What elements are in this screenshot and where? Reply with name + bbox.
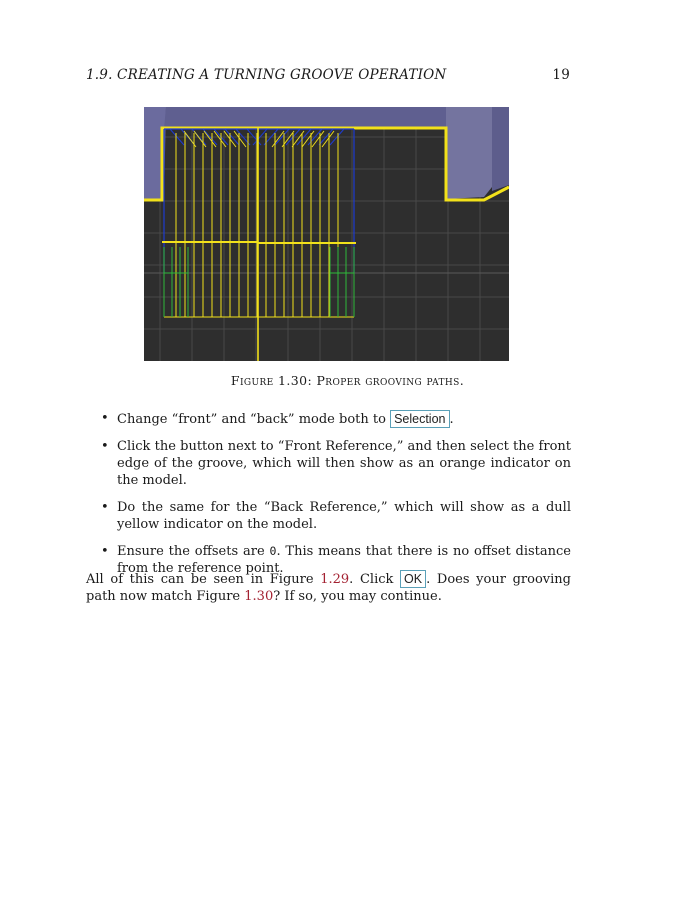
part-right-face xyxy=(446,107,492,199)
list-item xyxy=(86,410,571,428)
page-number: 19 xyxy=(552,67,570,83)
cad-viewport-figure xyxy=(144,107,509,361)
offset-value: 0 xyxy=(269,544,277,558)
figure-link-1-29[interactable]: 1.29 xyxy=(320,572,350,587)
paragraph-text: All of this can be seen in Figure xyxy=(86,572,321,587)
list-item: • Click the button next to “Front Reference,” and then select the front edge of the groove, which will then show as an orange indicator on the model. xyxy=(86,438,571,489)
list-item: • Do the same for the “Back Reference,” which will show as a dull yellow indicator on the model. xyxy=(86,499,571,533)
caption-label: Figure 1.30: xyxy=(230,373,313,388)
toolpath-render xyxy=(144,107,509,361)
paragraph-text: . Does your grooving path now match Figure xyxy=(86,572,571,604)
part-top-face xyxy=(164,107,446,129)
figure-link-1-30[interactable]: 1.30 xyxy=(244,589,274,604)
figure-caption xyxy=(0,373,695,388)
caption-text: Proper grooving paths. xyxy=(316,373,465,388)
list-item-text: Ensure the offsets are xyxy=(117,544,270,559)
section-title: 1.9. CREATING A TURNING GROOVE OPERATION xyxy=(86,67,447,83)
part-right-shadow xyxy=(492,107,509,191)
paragraph-text: . Click xyxy=(349,572,401,587)
body-paragraph xyxy=(86,570,571,605)
ok-button: OK xyxy=(400,570,426,588)
list-item-text: . xyxy=(449,412,454,427)
instruction-list xyxy=(86,410,571,587)
selection-button: Selection xyxy=(390,410,449,428)
running-header xyxy=(86,67,570,87)
list-item-text: Change “front” and “back” mode both to xyxy=(117,412,391,427)
list-item-text: . This means that there is no offset distance from the reference point. xyxy=(117,544,571,576)
paragraph-text: ? If so, you may continue. xyxy=(273,589,442,604)
